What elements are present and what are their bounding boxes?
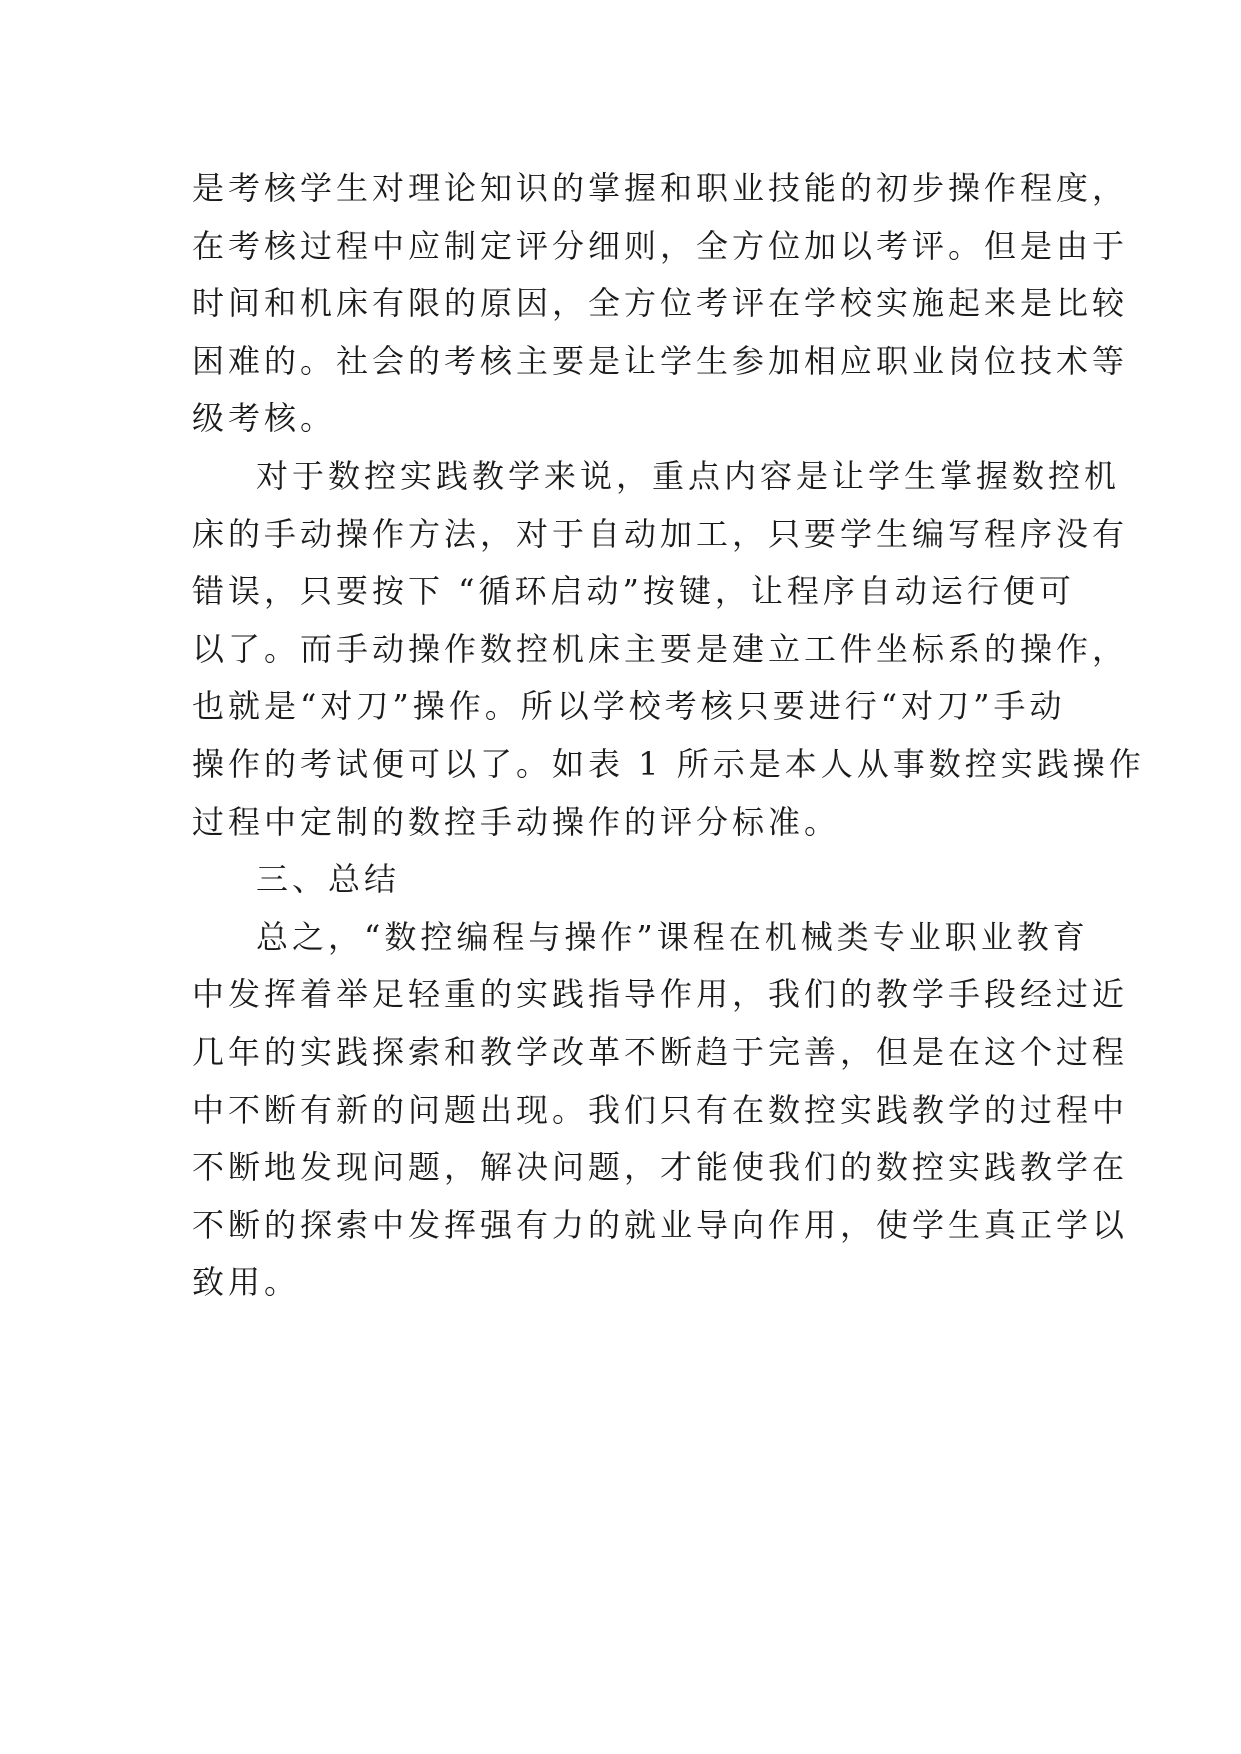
text-line: 床的手动操作方法，对于自动加工，只要学生编写程序没有 <box>192 514 1129 553</box>
text-line: 以了。而手动操作数控机床主要是建立工件坐标系的操作， <box>192 629 1129 668</box>
paragraph-assessment <box>192 160 1129 448</box>
text-line: 对于数控实践教学来说，重点内容是让学生掌握数控机 <box>256 456 1121 495</box>
text-line: 总之，“数控编程与操作”课程在机械类专业职业教育 <box>256 917 1089 956</box>
text-line: 中发挥着举足轻重的实践指导作用，我们的教学手段经过近 <box>192 975 1129 1014</box>
text-line: 过程中定制的数控手动操作的评分标准。 <box>192 802 841 841</box>
text-line: 致用。 <box>192 1263 301 1302</box>
paragraph-cnc-practice <box>192 448 1145 851</box>
text-line: 不断的探索中发挥强有力的就业导向作用，使学生真正学以 <box>192 1205 1129 1244</box>
text-line: 中不断有新的问题出现。我们只有在数控实践教学的过程中 <box>192 1090 1129 1129</box>
text-line: 几年的实践探索和教学改革不断趋于完善，但是在这个过程 <box>192 1032 1129 1071</box>
section-heading-summary <box>192 851 1052 909</box>
paragraph-conclusion <box>192 909 1129 1312</box>
text-line: 不断地发现问题，解决问题，才能使我们的数控实践教学在 <box>192 1148 1129 1187</box>
text-line: 在考核过程中应制定评分细则，全方位加以考评。但是由于 <box>192 226 1129 265</box>
text-line: 困难的。社会的考核主要是让学生参加相应职业岗位技术等 <box>192 341 1129 380</box>
text-line: 操作的考试便可以了。如表 1 所示是本人从事数控实践操作 <box>192 744 1145 783</box>
text-line: 也就是“对刀”操作。所以学校考核只要进行“对刀”手动 <box>192 687 1066 726</box>
text-line: 是考核学生对理论知识的掌握和职业技能的初步操作程度， <box>192 169 1129 207</box>
body-text <box>192 160 1145 1312</box>
text-line: 级考核。 <box>192 399 337 438</box>
section-heading: 三、总结 <box>256 860 401 899</box>
text-line: 错误，只要按下 “循环启动”按键，让程序自动运行便可 <box>192 572 1075 611</box>
text-line: 时间和机床有限的原因，全方位考评在学校实施起来是比较 <box>192 284 1129 323</box>
